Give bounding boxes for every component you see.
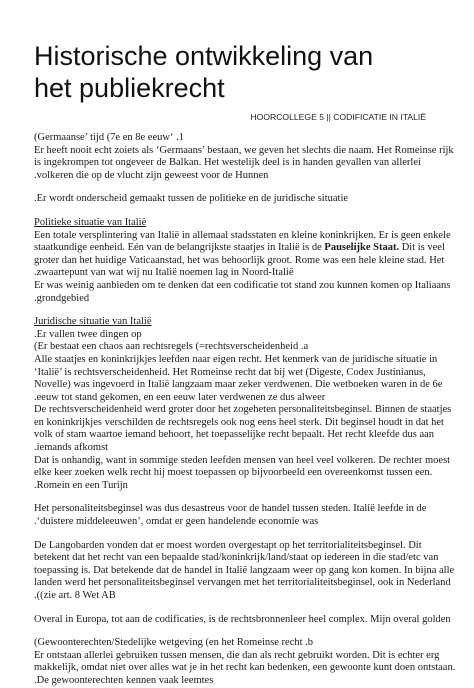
paragraph-langobarden <box>34 539 455 603</box>
text-line: .((zie art. 8 Wet AB <box>34 590 116 601</box>
text-line: elke keer zoeken welk recht hij moest toepassen op bijvoorbeeld een overeenkomst tussen een. <box>34 467 433 479</box>
text-line: Er ontstaan allerlei gebruiken tussen mensen, die dan als recht gebruikt worden. Dit is echter erg <box>34 649 440 661</box>
text-line: betekent dat het recht van een bepaalde stad/koninkrijk/land/staat op iedereen in die stad/etc van <box>34 552 439 564</box>
text-line: groter dan het huidige Vaticaanstad, het was behoorlijk groot. Rome was een hele kleine stad. Het <box>34 254 445 266</box>
text-line: .‘duistere middeleeuwen’, omdat er geen handelende economie was <box>34 516 319 528</box>
text-line: (Germaanse’ tijd (7e en 8e eeuw‘ .1 <box>34 132 184 143</box>
text-line: .volkeren die op de vlucht zijn geweest voor de Hunnen <box>34 169 269 181</box>
text-line: .iemands afkomst <box>34 442 109 454</box>
text-line: Alle staatjes en koninkrijkjes leefden naar eigen recht. Het kenmerk van de juridische situatie in <box>34 353 438 365</box>
text-line: Er heeft nooit echt zoiets als ‘Germaans’ bestaan, we geven het slechts die naam. Het Romeinse rijk <box>34 144 454 156</box>
text-line: Novelle) was ingevoerd in Italië langzaam maar zeker verdwenen. Die wetboeken waren in de 6e <box>34 379 443 391</box>
text-line: .Er vallen twee dingen op <box>34 328 142 340</box>
text-line: De rechtsverscheidenheid werd groter door het zogeheten personaliteitsbeginsel. Binnen de staatjes <box>34 404 452 416</box>
text-segment: Dit is veel <box>399 242 445 254</box>
lecture-subtitle: HOORCOLLEGE 5 || CODIFICATIE IN ITALIË <box>250 112 426 122</box>
bold-term: Pauselijke Staat. <box>324 242 400 254</box>
text-line: .De gewoonterechten kennen vaak leemtes <box>34 674 214 686</box>
text-segment: staatkundige eenheid. Eén van de belangrijkste staatjes in Italië is de <box>34 242 322 254</box>
text-line: .zwaartepunt van wat wij nu Italië noemen lag in Noord-Italië <box>34 267 294 279</box>
title-line-1: Historische ontwikkeling van <box>34 41 374 71</box>
text-line: landen werd het personaliteitsbeginsel vervangen met het territorialiteitsbeginsel, ook in Nederland <box>34 577 451 589</box>
text-line: .Romein en een Turijn <box>34 479 128 491</box>
paragraph-personaliteitsbeginsel <box>34 503 430 528</box>
text-line: Er was weinig aanbieden om te denken dat een codificatie tot stand zou kunnen komen op Italiaans <box>34 279 451 291</box>
text-line: Overal in Europa, tot aan de codificaties, is de rechtsbronnenleer heel complex. Mijn overal golden <box>34 613 451 625</box>
text-line: makkelijk, omdat niet over alles wat je in het recht kan bedenken, een gewoonte kunt doen ontstaan. <box>34 662 456 674</box>
text-line: en koninkrijkjes verschilden de rechtsregels ook nog eens heel sterk. Dit beginsel houdt in dat het <box>34 416 444 428</box>
page-title <box>34 0 430 104</box>
section-juridische-situatie <box>34 316 452 492</box>
text-line: .Er wordt onderscheid gemaakt tussen de politieke en de juridische situatie <box>34 193 349 205</box>
text-line: De Langobarden vonden dat er moest worden overgestapt op het territorialiteitsbeginsel. Dit <box>34 539 422 551</box>
text-line: Een totale versplintering van Italië in allemaal stadsstaten en kleine koninkrijken. Er is geen enkele <box>34 229 451 241</box>
paragraph-rechtsbronnenleer <box>34 613 451 627</box>
paragraph-germaanse-tijd <box>34 132 454 182</box>
text-line <box>34 242 445 255</box>
text-line: (Gewoonterechten/Stedelijke wetgeving (en het Romeinse recht .b <box>34 637 314 649</box>
section-politieke-situatie <box>34 216 451 305</box>
text-line: Dat is onhandig, want in sommige steden leefden mensen van heel veel volkeren. De rechter moest <box>34 454 451 466</box>
section-heading: Politieke situatie van Italië <box>34 216 147 228</box>
section-heading: Juridische situatie van Italië <box>34 316 152 328</box>
text-line: toepassing is. Dat betekende dat de handel in Italië langzaam weer op gang kon komen. In bijna alle <box>34 564 455 576</box>
paragraph-onderscheid <box>34 193 430 206</box>
text-line: ‘Italië’ is rechtsverscheidenheid. Het Romeinse recht dat bij wet (Digeste, Codex Justinianus, <box>34 366 426 378</box>
title-line-2: het publiekrecht <box>34 73 225 103</box>
text-line: Het personaliteitsbeginsel was dus desastreus voor de handel tussen steden. Italië leefde in de <box>34 503 427 515</box>
text-line: .grondgebied <box>34 292 90 304</box>
text-line: .eeuw tot stand gekomen, en een eeuw later verdwenen ze dus alweer <box>34 391 326 403</box>
text-line: volk of stam waartoe iemand behoort, het toepasselijke recht bepaalt. Het recht kleefde dus aan <box>34 429 435 441</box>
paragraph-gewoonterechten <box>34 637 456 687</box>
text-line: (Er bestaat een chaos aan rechtsregels (=rechtsverscheidenheid .a <box>34 341 309 353</box>
text-line: is ingekrompen tot ongeveer de Balkan. Het westelijk deel is in handen gevallen van allerlei <box>34 157 421 169</box>
